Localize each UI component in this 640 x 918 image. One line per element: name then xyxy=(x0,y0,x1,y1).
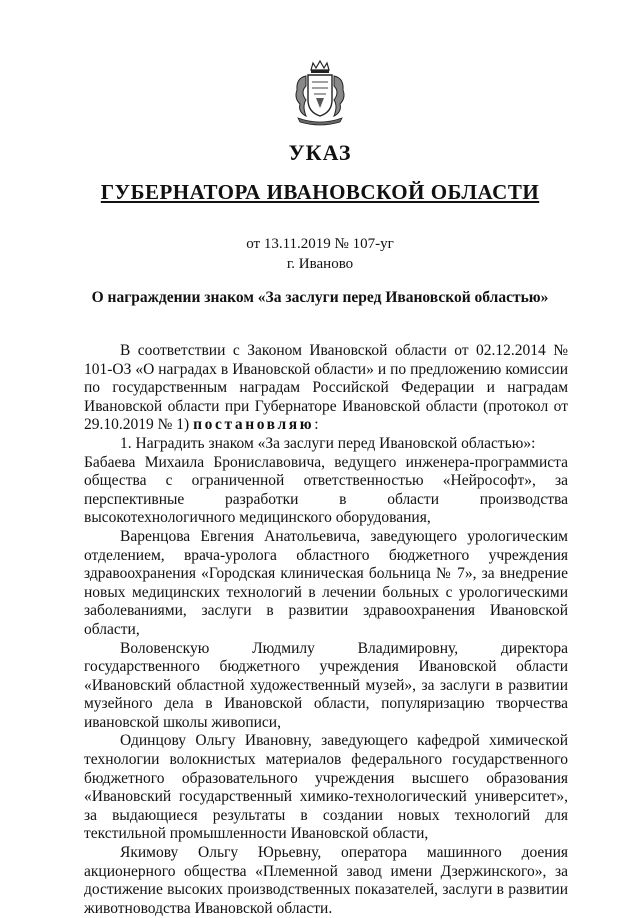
preamble-text: В соответствии с Законом Ивановской области от 02.12.2014 № 101-ОЗ «О наградах в Ивановской области» и по предложению комиссии по государственным наградам Российской Федерации и наградам Ивановской области при Губернаторе Ивановской области (протокол от 29.10.2019 № 1) xyxy=(84,342,568,434)
decree-date-number: от 13.11.2019 № 107-уг xyxy=(246,236,394,252)
awardee-paragraph: Воловенскую Людмилу Владимировну, директора государственного бюджетного учреждения Ивановской области «Ивановский областной художественный музей», за заслуги в развитии музейного дела в Ивановской области, популяризацию творчества ивановской школы живописи, xyxy=(84,639,568,731)
decree-subject: О награждении знаком «За заслуги перед Ивановской областью» xyxy=(91,289,549,306)
awardee-paragraph: Якимову Ольгу Юрьевну, оператора машинного доения акционерного общества «Племенной завод имени Дзержинского», за достижение высоких производственных показателей, заслуги в развитии животноводства Ивановской области. xyxy=(84,844,568,917)
decree-colon: : xyxy=(314,416,319,434)
awardee-paragraph: Бабаева Михаила Брониславовича, ведущего инженера-программиста общества с ограниченной ответственностью «Нейрософт», за перспективные разработки в области производства высокотехнологичного медицинского оборудования, xyxy=(84,453,568,527)
decree-city: г. Иваново xyxy=(286,256,354,272)
awardee-paragraph: Варенцова Евгения Анатольевича, заведующего урологическим отделением, врача-уролога областного бюджетного учреждения здравоохранения «Городская клиническая больница № 7», за внедрение новых медицинских технологий в лечении больных с урологическими заболеваниями, заслуги в развитии здравоохранения Ивановской области, xyxy=(84,527,568,638)
item-1-paragraph: 1. Наградить знаком «За заслуги перед Ивановской областью»: xyxy=(120,434,536,452)
awardee-paragraph: Одинцову Ольгу Ивановну, заведующего кафедрой химической технологии волокнистых материалов федерального государственного бюджетного образовательного учреждения высшего образования «Ивановский государственный химико-технологический университет», за выдающиеся результаты в создании новых технологий для текстильной промышленности Ивановской области, xyxy=(84,732,568,843)
document-title: УКАЗ xyxy=(288,140,352,165)
coat-of-arms-emblem xyxy=(288,60,352,126)
decree-body xyxy=(84,342,568,918)
document-issuer: ГУБЕРНАТОРА ИВАНОВСКОЙ ОБЛАСТИ xyxy=(100,180,540,204)
preamble-paragraph xyxy=(84,342,568,435)
decree-word: постановляю xyxy=(193,416,315,434)
